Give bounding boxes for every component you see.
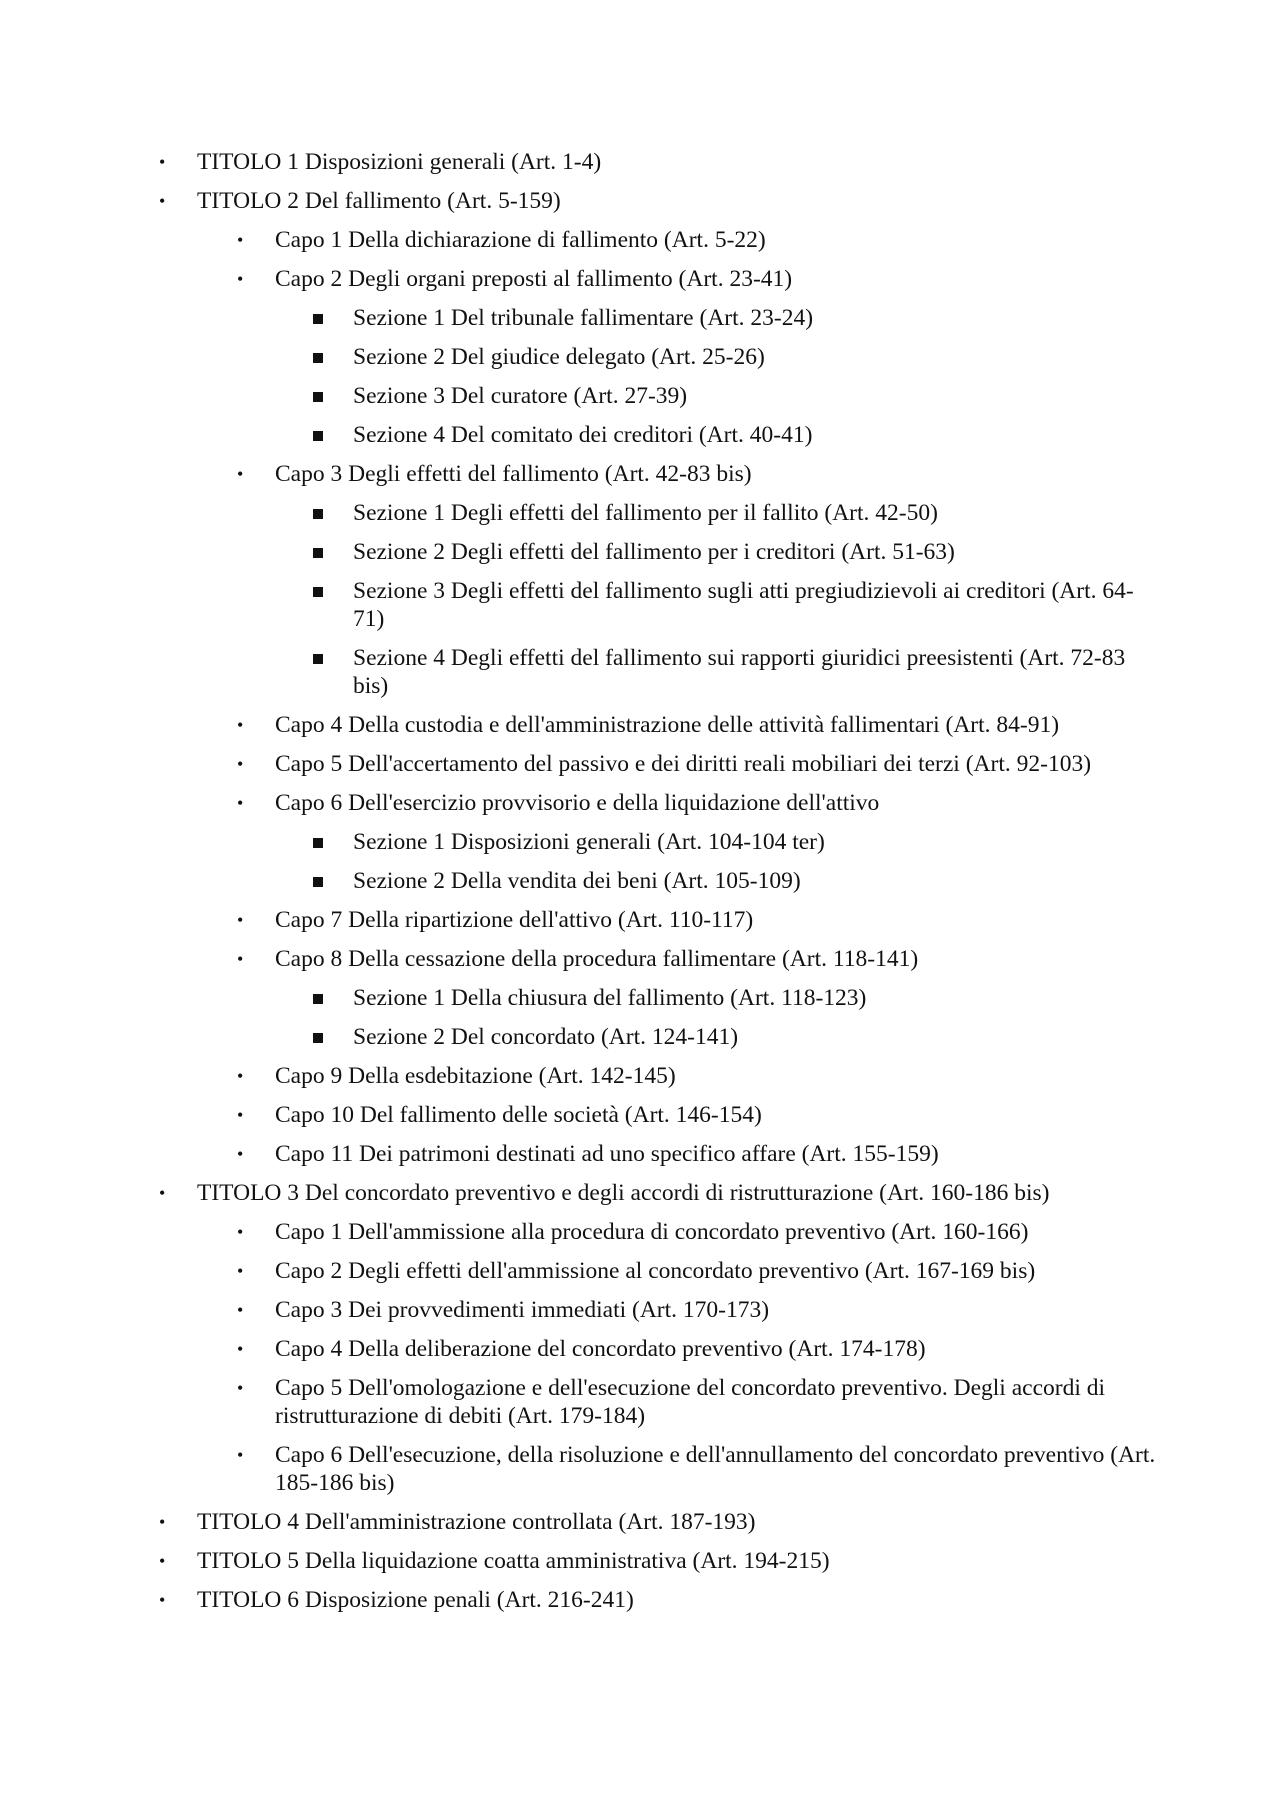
toc-item-text: Sezione 2 Degli effetti del fallimento per i creditori (Art. 51-63) bbox=[353, 539, 955, 565]
toc-item-titolo bbox=[156, 1179, 1156, 1207]
toc-item-text: Sezione 2 Della vendita dei beni (Art. 105-109) bbox=[353, 868, 801, 894]
square-bullet-icon bbox=[313, 587, 323, 597]
bullet-icon: • bbox=[237, 910, 244, 930]
toc-item-text: Capo 11 Dei patrimoni destinati ad uno specifico affare (Art. 155-159) bbox=[275, 1141, 939, 1167]
toc-item-capo bbox=[156, 460, 1156, 488]
bullet-icon: • bbox=[237, 1378, 244, 1398]
toc-item-capo bbox=[156, 711, 1156, 739]
bullet-icon: • bbox=[237, 754, 244, 774]
toc-item-capo bbox=[156, 1374, 1156, 1430]
square-bullet-icon bbox=[313, 314, 323, 324]
toc-item-sezione bbox=[156, 421, 1156, 449]
toc-item-capo bbox=[156, 1257, 1156, 1285]
bullet-icon: • bbox=[237, 1144, 244, 1164]
toc-item-text: Capo 6 Dell'esecuzione, della risoluzione e dell'annullamento del concordato preventivo (Art. 185-186 bis) bbox=[275, 1442, 1156, 1496]
toc-item-capo bbox=[156, 750, 1156, 778]
bullet-icon: • bbox=[237, 1066, 244, 1086]
toc-item-sezione bbox=[156, 577, 1156, 633]
toc-item-text: Capo 2 Degli organi preposti al fallimento (Art. 23-41) bbox=[275, 266, 793, 292]
toc-item-capo bbox=[156, 1140, 1156, 1168]
square-bullet-icon bbox=[313, 431, 323, 441]
bullet-icon: • bbox=[237, 715, 244, 735]
toc-item-titolo bbox=[156, 148, 1156, 176]
toc-item-capo bbox=[156, 1335, 1156, 1363]
toc-item-sezione bbox=[156, 538, 1156, 566]
toc-item-titolo bbox=[156, 1508, 1156, 1536]
bullet-icon: • bbox=[237, 1261, 244, 1281]
square-bullet-icon bbox=[313, 548, 323, 558]
toc-item-sezione bbox=[156, 644, 1156, 700]
bullet-icon: • bbox=[237, 949, 244, 969]
square-bullet-icon bbox=[313, 994, 323, 1004]
bullet-icon: • bbox=[237, 793, 244, 813]
bullet-icon: • bbox=[237, 1445, 244, 1465]
bullet-icon: • bbox=[237, 269, 244, 289]
toc-item-text: Sezione 1 Degli effetti del fallimento per il fallito (Art. 42-50) bbox=[353, 500, 938, 526]
bullet-icon: • bbox=[159, 1512, 166, 1532]
bullet-icon: • bbox=[237, 464, 244, 484]
toc-item-text: Sezione 3 Del curatore (Art. 27-39) bbox=[353, 383, 688, 409]
toc-item-text: Capo 4 Della custodia e dell'amministrazione delle attività fallimentari (Art. 84-91) bbox=[275, 712, 1060, 738]
toc-item-text: Capo 8 Della cessazione della procedura fallimentare (Art. 118-141) bbox=[275, 946, 919, 972]
toc-item-titolo bbox=[156, 187, 1156, 215]
bullet-icon: • bbox=[237, 1300, 244, 1320]
toc-item-text: Capo 1 Dell'ammissione alla procedura di concordato preventivo (Art. 160-166) bbox=[275, 1219, 1029, 1245]
toc-item-sezione bbox=[156, 304, 1156, 332]
bullet-icon: • bbox=[237, 1105, 244, 1125]
toc-item-text: Capo 5 Dell'accertamento del passivo e dei diritti reali mobiliari dei terzi (Art. 92-103) bbox=[275, 751, 1092, 777]
toc-item-text: TITOLO 6 Disposizione penali (Art. 216-241) bbox=[197, 1587, 634, 1613]
toc-item-text: Capo 6 Dell'esercizio provvisorio e della liquidazione dell'attivo bbox=[275, 790, 880, 816]
toc-item-text: Sezione 4 Del comitato dei creditori (Art. 40-41) bbox=[353, 422, 813, 448]
bullet-icon: • bbox=[159, 1183, 166, 1203]
toc-item-sezione bbox=[156, 343, 1156, 371]
bullet-icon: • bbox=[159, 1590, 166, 1610]
toc-item-text: TITOLO 5 Della liquidazione coatta amministrativa (Art. 194-215) bbox=[197, 1548, 830, 1574]
toc-item-capo bbox=[156, 906, 1156, 934]
square-bullet-icon bbox=[313, 838, 323, 848]
toc-item-text: Sezione 3 Degli effetti del fallimento sugli atti pregiudizievoli ai creditori (Art. 64-71) bbox=[353, 578, 1134, 632]
toc-item-text: Capo 4 Della deliberazione del concordato preventivo (Art. 174-178) bbox=[275, 1336, 926, 1362]
bullet-icon: • bbox=[237, 1339, 244, 1359]
square-bullet-icon bbox=[313, 353, 323, 363]
toc-item-text: Capo 9 Della esdebitazione (Art. 142-145) bbox=[275, 1063, 676, 1089]
square-bullet-icon bbox=[313, 392, 323, 402]
bullet-icon: • bbox=[159, 152, 166, 172]
bullet-icon: • bbox=[159, 191, 166, 211]
toc-item-capo bbox=[156, 226, 1156, 254]
toc-item-sezione bbox=[156, 828, 1156, 856]
toc-item-sezione bbox=[156, 382, 1156, 410]
toc-item-text: TITOLO 1 Disposizioni generali (Art. 1-4) bbox=[197, 149, 602, 175]
toc-item-titolo bbox=[156, 1586, 1156, 1614]
toc-item-text: Sezione 1 Del tribunale fallimentare (Art. 23-24) bbox=[353, 305, 814, 331]
toc-item-text: Sezione 2 Del concordato (Art. 124-141) bbox=[353, 1024, 739, 1050]
table-of-contents bbox=[156, 148, 1156, 1625]
toc-item-sezione bbox=[156, 499, 1156, 527]
toc-item-text: Sezione 1 Della chiusura del fallimento (Art. 118-123) bbox=[353, 985, 867, 1011]
toc-item-text: TITOLO 4 Dell'amministrazione controllata (Art. 187-193) bbox=[197, 1509, 756, 1535]
toc-item-text: Capo 3 Degli effetti del fallimento (Art. 42-83 bis) bbox=[275, 461, 752, 487]
toc-item-text: Capo 5 Dell'omologazione e dell'esecuzione del concordato preventivo. Degli accordi di ristrutturazione di debiti (Art. 179-184) bbox=[275, 1375, 1106, 1429]
toc-item-capo bbox=[156, 1218, 1156, 1246]
toc-item-text: Sezione 4 Degli effetti del fallimento sui rapporti giuridici preesistenti (Art. 72-83 bis) bbox=[353, 645, 1126, 699]
square-bullet-icon bbox=[313, 654, 323, 664]
toc-item-capo bbox=[156, 1062, 1156, 1090]
toc-item-text: Capo 10 Del fallimento delle società (Art. 146-154) bbox=[275, 1102, 762, 1128]
toc-item-sezione bbox=[156, 867, 1156, 895]
bullet-icon: • bbox=[159, 1551, 166, 1571]
toc-item-capo bbox=[156, 789, 1156, 817]
toc-item-capo bbox=[156, 1441, 1156, 1497]
toc-item-text: Sezione 1 Disposizioni generali (Art. 104-104 ter) bbox=[353, 829, 825, 855]
toc-item-sezione bbox=[156, 1023, 1156, 1051]
toc-item-capo bbox=[156, 1296, 1156, 1324]
square-bullet-icon bbox=[313, 509, 323, 519]
toc-item-capo bbox=[156, 265, 1156, 293]
toc-item-text: Capo 3 Dei provvedimenti immediati (Art. 170-173) bbox=[275, 1297, 770, 1323]
square-bullet-icon bbox=[313, 877, 323, 887]
bullet-icon: • bbox=[237, 230, 244, 250]
toc-item-sezione bbox=[156, 984, 1156, 1012]
toc-item-text: Sezione 2 Del giudice delegato (Art. 25-26) bbox=[353, 344, 765, 370]
square-bullet-icon bbox=[313, 1033, 323, 1043]
toc-item-capo bbox=[156, 945, 1156, 973]
bullet-icon: • bbox=[237, 1222, 244, 1242]
toc-item-capo bbox=[156, 1101, 1156, 1129]
toc-item-text: Capo 7 Della ripartizione dell'attivo (Art. 110-117) bbox=[275, 907, 754, 933]
toc-item-text: TITOLO 2 Del fallimento (Art. 5-159) bbox=[197, 188, 561, 214]
toc-item-text: Capo 2 Degli effetti dell'ammissione al concordato preventivo (Art. 167-169 bis) bbox=[275, 1258, 1036, 1284]
toc-item-titolo bbox=[156, 1547, 1156, 1575]
toc-item-text: TITOLO 3 Del concordato preventivo e degli accordi di ristrutturazione (Art. 160-186 bis) bbox=[197, 1180, 1050, 1206]
toc-item-text: Capo 1 Della dichiarazione di fallimento (Art. 5-22) bbox=[275, 227, 766, 253]
